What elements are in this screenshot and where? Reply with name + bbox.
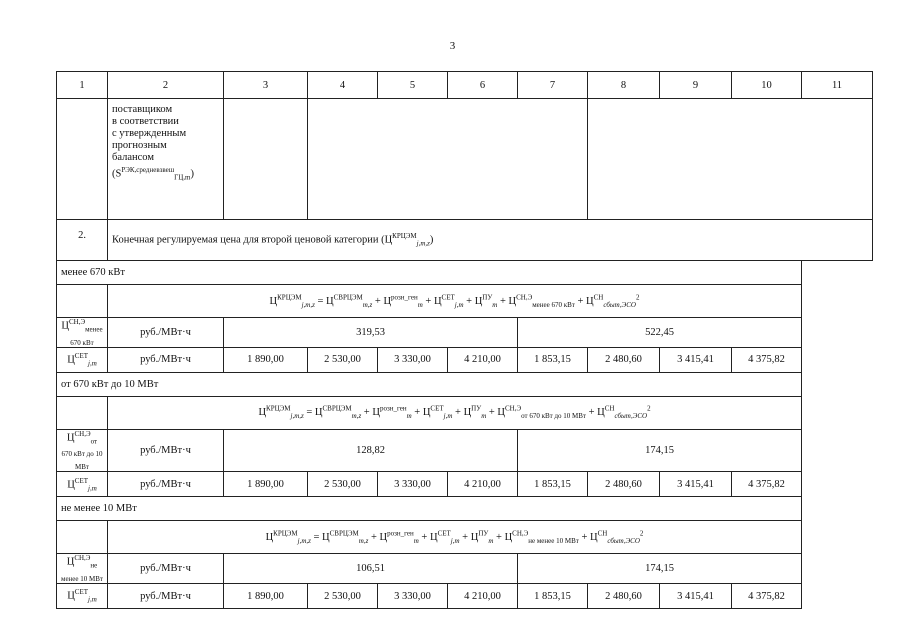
formula-letter: Ц — [429, 532, 438, 544]
cet-value: 3 415,41 — [660, 472, 732, 497]
formula-plus: + — [574, 295, 587, 307]
cet-value: 4 210,00 — [448, 347, 518, 372]
formula-plus: + — [463, 295, 475, 307]
cet-value: 4 210,00 — [448, 584, 518, 609]
cet-value: 4 375,82 — [732, 347, 802, 372]
formula-footnote: 2 — [647, 404, 651, 413]
formula-sub: m — [413, 537, 419, 546]
sn-value-a: 106,51 — [224, 554, 518, 584]
formula-letter: Ц — [590, 532, 598, 544]
column-header-11: 11 — [802, 72, 873, 99]
section-title — [108, 220, 873, 261]
sn-row — [57, 318, 873, 348]
sn-symbol — [57, 429, 108, 472]
lead-symbol-close: ) — [190, 168, 194, 180]
cet-value: 4 375,82 — [732, 584, 802, 609]
formula-sub: j,m,z — [297, 537, 311, 546]
page-number: 3 — [449, 40, 456, 52]
formula-sup: СН — [604, 404, 615, 413]
cet-value: 3 330,00 — [378, 347, 448, 372]
sn-sub: менее 670 кВт — [70, 325, 103, 347]
formula-cell — [108, 285, 802, 318]
formula-letter: Ц — [379, 532, 388, 544]
unit-cell: руб./МВт·ч — [108, 318, 224, 348]
formula-sup: КРЦЭМ — [273, 529, 298, 538]
formula-letter: Ц — [474, 295, 483, 307]
formula-sub: j,m — [443, 412, 453, 421]
formula-sub: m — [406, 412, 412, 421]
cet-sub: j,m — [88, 595, 97, 604]
tariff-table — [56, 71, 873, 609]
formula-sup: ПУ — [478, 529, 489, 538]
cet-value: 2 480,60 — [588, 347, 660, 372]
formula-sup: СВРЦЭМ — [322, 404, 352, 413]
cet-sup: СЕТ — [74, 588, 89, 597]
sn-value-a: 319,53 — [224, 318, 518, 348]
formula-sub: j,m — [454, 300, 464, 309]
cet-value: 4 375,82 — [732, 472, 802, 497]
cet-row — [57, 584, 873, 609]
formula-letter: Ц — [497, 407, 506, 419]
formula-sub: m,z — [358, 537, 369, 546]
formula-letter: Ц — [372, 407, 380, 419]
formula-letter: Ц — [265, 532, 274, 544]
unit-cell: руб./МВт·ч — [108, 429, 224, 472]
formula-eq: = — [310, 532, 323, 544]
unit-cell: руб./МВт·ч — [108, 584, 224, 609]
sn-row — [57, 554, 873, 584]
sn-symbol — [57, 554, 108, 584]
formula-letter: Ц — [597, 407, 605, 419]
formula-sub: j,m,z — [301, 300, 315, 309]
sn-row — [57, 429, 873, 472]
section-title-close: ) — [429, 234, 434, 246]
formula-sub: не менее 10 МВт — [528, 537, 579, 546]
formula-plus: + — [459, 532, 471, 544]
column-header-9: 9 — [660, 72, 732, 99]
cet-value: 1 853,15 — [518, 472, 588, 497]
section-title-text: Конечная регулируемая цена для второй ценовой категории (Ц — [112, 234, 393, 246]
header-row — [57, 72, 873, 99]
formula-sup: СЕТ — [430, 404, 444, 413]
lead-symbol-sub: ГЦ,m — [174, 173, 191, 182]
lead-num-cell — [57, 99, 108, 220]
sn-sub: не менее 10 МВт — [61, 562, 103, 584]
cet-value: 3 330,00 — [378, 584, 448, 609]
cet-value: 2 480,60 — [588, 472, 660, 497]
cet-value: 1 890,00 — [224, 584, 308, 609]
formula-sub: от 670 кВт до 10 МВт — [521, 412, 586, 421]
formula-left-empty — [57, 285, 108, 318]
formula-sup: СН,Э — [516, 293, 533, 302]
formula-plus: + — [372, 295, 384, 307]
cet-symbol — [57, 347, 108, 372]
formula-sup: СВРЦЭМ — [333, 293, 363, 302]
formula-left-empty — [57, 521, 108, 554]
formula-plus: + — [486, 407, 498, 419]
lead-empty-cell — [588, 99, 873, 220]
column-header-4: 4 — [308, 72, 378, 99]
formula-sub: сбыт,ЭСО — [614, 412, 648, 421]
lead-symbol-sup: РЭК,средневзвеш — [121, 166, 175, 174]
formula-letter: Ц — [463, 407, 472, 419]
formula-sup: СН — [597, 529, 608, 538]
lead-empty-cell — [308, 99, 588, 220]
formula-sub: m — [488, 537, 494, 546]
group-label: менее 670 кВт — [57, 261, 802, 285]
cet-value: 3 415,41 — [660, 584, 732, 609]
sn-value-b: 174,15 — [518, 554, 802, 584]
cet-letter: Ц — [67, 354, 75, 366]
unit-cell: руб./МВт·ч — [108, 347, 224, 372]
cet-value: 1 890,00 — [224, 472, 308, 497]
cet-sup: СЕТ — [74, 351, 89, 360]
formula-letter: Ц — [314, 407, 323, 419]
formula-plus: + — [361, 407, 373, 419]
formula-plus: + — [493, 532, 505, 544]
formula-sub: m,z — [362, 300, 373, 309]
lead-text: поставщиком в соответствии с утвержденным прогнозным балансом (S — [112, 104, 187, 180]
formula-plus: + — [585, 407, 598, 419]
formula-sub: j,m,z — [290, 412, 304, 421]
formula-letter: Ц — [269, 295, 278, 307]
formula-eq: = — [314, 295, 327, 307]
formula-eq: = — [303, 407, 315, 419]
section-number: 2. — [57, 220, 108, 261]
formula-sub: j,m — [450, 537, 460, 546]
sn-sup: СН,Э — [74, 554, 91, 563]
formula-sub: менее 670 кВт — [532, 300, 575, 309]
cet-value: 2 530,00 — [308, 584, 378, 609]
cet-value: 4 210,00 — [448, 472, 518, 497]
formula-cell — [108, 521, 802, 554]
formula-footnote: 2 — [639, 529, 644, 538]
formula-letter: Ц — [504, 532, 513, 544]
lead-text-cell — [108, 99, 224, 220]
formula-sub: m — [481, 412, 487, 421]
group-label: не менее 10 МВт — [57, 497, 802, 521]
formula-left-empty — [57, 396, 108, 429]
cet-row — [57, 347, 873, 372]
sn-letter: Ц — [66, 556, 75, 568]
formula-sub: сбыт,ЭСО — [607, 537, 640, 546]
column-header-1: 1 — [57, 72, 108, 99]
sn-letter: Ц — [66, 432, 75, 444]
cet-symbol — [57, 472, 108, 497]
formula-sup: СН — [593, 293, 604, 302]
formula-sup: СН,Э — [505, 404, 522, 413]
cet-sup: СЕТ — [74, 476, 89, 485]
formula-plus: + — [452, 407, 464, 419]
group-label: от 670 кВт до 10 МВт — [57, 372, 802, 396]
sn-sup: СН,Э — [74, 429, 91, 438]
formula-row — [57, 285, 873, 318]
cet-sub: j,m — [88, 484, 97, 493]
formula-sub: m — [417, 300, 423, 309]
cet-value: 1 890,00 — [224, 347, 308, 372]
column-header-2: 2 — [108, 72, 224, 99]
formula-plus: + — [497, 295, 509, 307]
formula-sup: КРЦЭМ — [277, 293, 302, 302]
formula-cell — [108, 396, 802, 429]
formula-letter: Ц — [470, 532, 479, 544]
sn-value-b: 522,45 — [518, 318, 802, 348]
cet-value: 1 853,15 — [518, 347, 588, 372]
formula-plus: + — [422, 295, 434, 307]
lead-empty-cell — [224, 99, 308, 220]
sn-value-b: 174,15 — [518, 429, 802, 472]
section-title-sup: КРЦЭМ — [392, 232, 417, 241]
formula-letter: Ц — [383, 295, 392, 307]
sn-sub: от 670 кВт до 10 МВт — [61, 437, 103, 472]
sn-sup: СН,Э — [68, 318, 86, 326]
formula-sup: ПУ — [471, 404, 482, 413]
formula-sup: СЕТ — [441, 293, 455, 302]
column-header-7: 7 — [518, 72, 588, 99]
formula-sup: ПУ — [482, 293, 493, 302]
column-header-3: 3 — [224, 72, 308, 99]
formula-row — [57, 396, 873, 429]
formula-plus: + — [578, 532, 590, 544]
formula-letter: Ц — [326, 295, 334, 307]
cet-value: 3 330,00 — [378, 472, 448, 497]
cet-value: 3 415,41 — [660, 347, 732, 372]
formula-sup: СВРЦЭМ — [329, 529, 359, 538]
cet-sub: j,m — [88, 359, 97, 368]
formula-sub: m,z — [351, 412, 362, 421]
column-header-6: 6 — [448, 72, 518, 99]
formula-sub: сбыт,ЭСО — [603, 300, 636, 309]
formula-letter: Ц — [586, 295, 594, 307]
group-label-row — [57, 261, 873, 285]
formula-plus: + — [418, 532, 430, 544]
cet-value: 2 530,00 — [308, 472, 378, 497]
formula-sup: СЕТ — [437, 529, 451, 538]
cet-value: 1 853,15 — [518, 584, 588, 609]
formula-sup: КРЦЭМ — [266, 404, 291, 413]
formula-sup: розн_ген — [379, 404, 407, 413]
formula-sup: розн_ген — [391, 293, 418, 302]
formula-row — [57, 521, 873, 554]
lead-row — [57, 99, 873, 220]
formula-letter: Ц — [433, 295, 442, 307]
formula-letter: Ц — [322, 532, 330, 544]
formula-footnote: 2 — [635, 293, 640, 302]
section-row — [57, 220, 873, 261]
formula-plus: + — [411, 407, 423, 419]
formula-letter: Ц — [422, 407, 431, 419]
formula-sup: розн_ген — [387, 529, 414, 538]
unit-cell: руб./МВт·ч — [108, 554, 224, 584]
sn-symbol — [57, 318, 108, 348]
cet-value: 2 480,60 — [588, 584, 660, 609]
cet-letter: Ц — [67, 590, 75, 602]
column-header-10: 10 — [732, 72, 802, 99]
column-header-8: 8 — [588, 72, 660, 99]
group-label-row — [57, 497, 873, 521]
cet-symbol — [57, 584, 108, 609]
section-title-sub: j,m,z — [416, 239, 430, 248]
column-header-5: 5 — [378, 72, 448, 99]
sn-letter: Ц — [61, 320, 69, 332]
formula-letter: Ц — [258, 407, 267, 419]
unit-cell: руб./МВт·ч — [108, 472, 224, 497]
cet-row — [57, 472, 873, 497]
formula-sup: СН,Э — [512, 529, 529, 538]
formula-letter: Ц — [508, 295, 517, 307]
cet-letter: Ц — [67, 479, 75, 491]
group-label-row — [57, 372, 873, 396]
cet-value: 2 530,00 — [308, 347, 378, 372]
formula-sub: m — [492, 300, 498, 309]
formula-plus: + — [368, 532, 380, 544]
sn-value-a: 128,82 — [224, 429, 518, 472]
